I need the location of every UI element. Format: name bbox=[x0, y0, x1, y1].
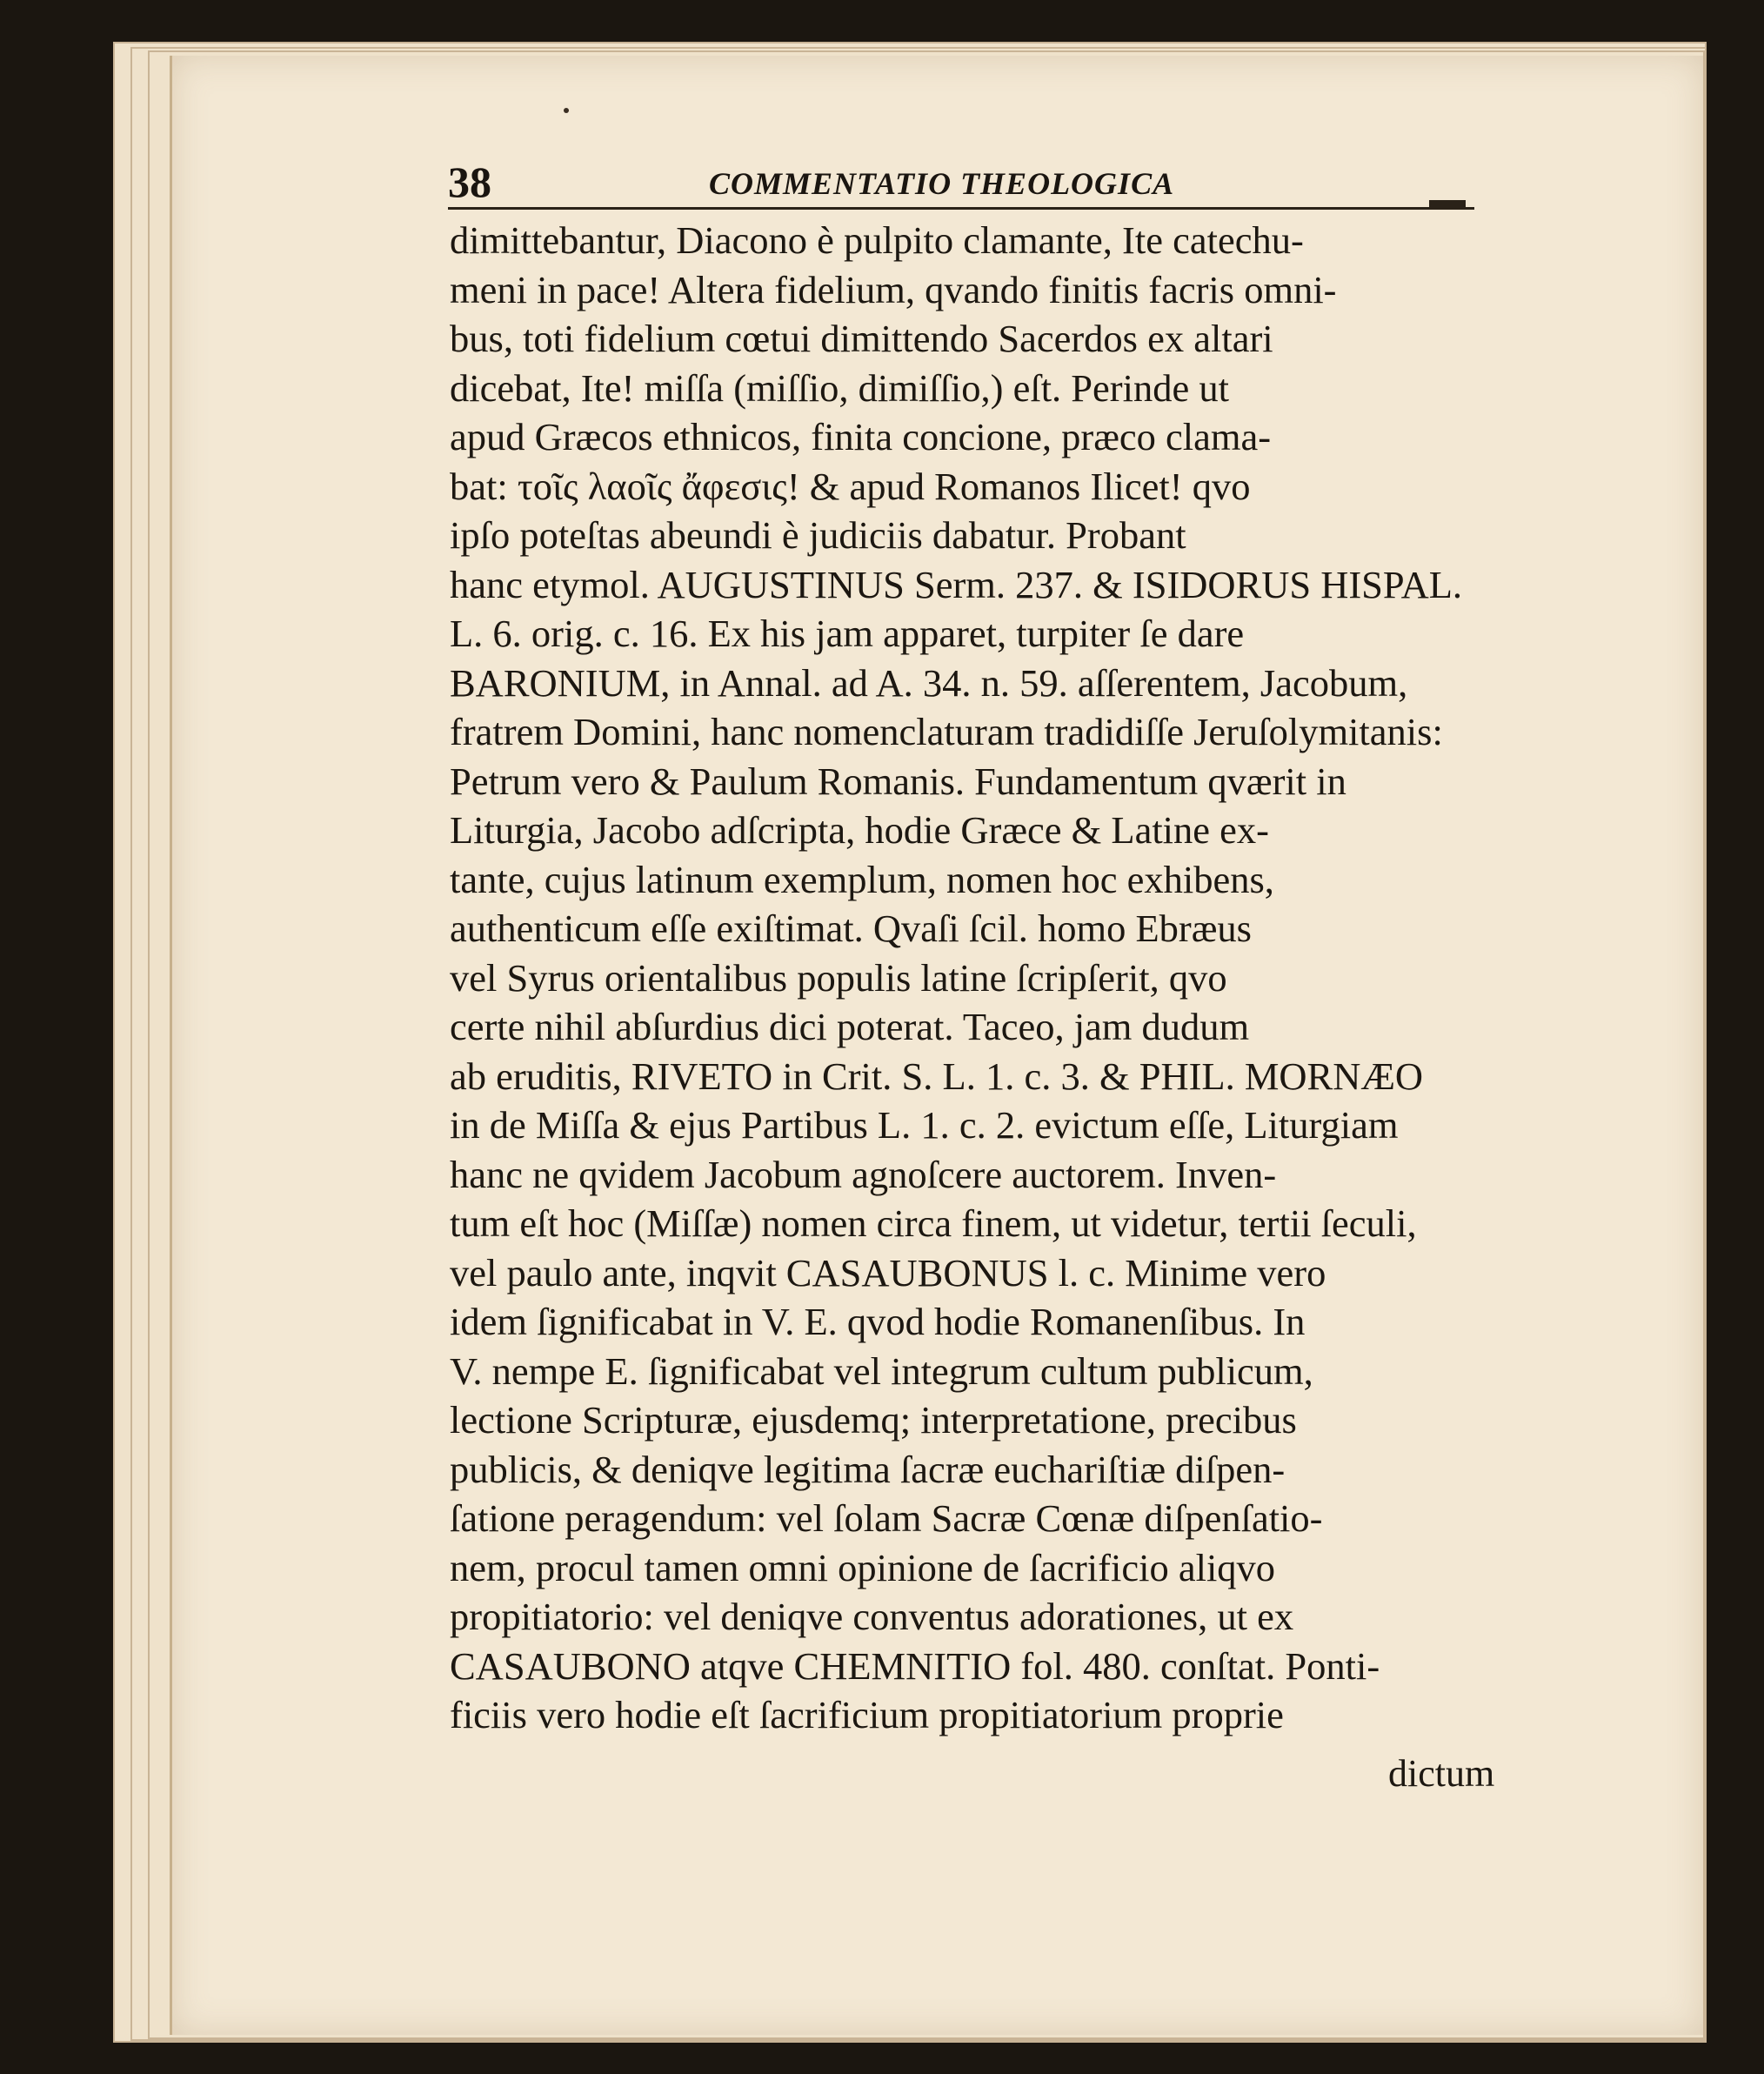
text-line: nem, procul tamen omni opinione de ſacrificio aliqvo bbox=[450, 1545, 1276, 1589]
text-line: dicebat, Ite! miſſa (miſſio, dimiſſio,) eſt. Perinde ut bbox=[450, 365, 1229, 410]
text-line: CASAUBONO atqve CHEMNITIO fol. 480. conſtat. Ponti- bbox=[450, 1643, 1380, 1688]
text-line: hanc etymol. AUGUSTINUS Serm. 237. & ISIDORUS HISPAL. bbox=[450, 562, 1463, 606]
catchword: dictum bbox=[1388, 1752, 1495, 1795]
body-text bbox=[450, 216, 1520, 1740]
text-line: bus, toti fidelium cœtui dimittendo Sacerdos ex altari bbox=[450, 317, 1273, 360]
text-line: idem ſignificabat in V. E. qvod hodie Romanenſibus. In bbox=[450, 1300, 1306, 1343]
text-line: certe nihil abſurdius dici poterat. Taceo, jam dudum bbox=[450, 1005, 1250, 1048]
running-title: COMMENTATIO THEOLOGICA bbox=[709, 166, 1175, 201]
text-line: L. 6. orig. c. 16. Ex his jam apparet, turpiter ſe dare bbox=[450, 612, 1245, 655]
text-line: meni in pace! Altera fidelium, qvando finitis facris omni- bbox=[450, 267, 1337, 311]
text-line: BARONIUM, in Annal. ad A. 34. n. 59. aſſerentem, Jacobum, bbox=[450, 660, 1408, 705]
text-line: Liturgia, Jacobo adſcripta, hodie Græce & Latine ex- bbox=[450, 808, 1269, 852]
text-line: propitiatorio: vel deniqve conventus adorationes, ut ex bbox=[450, 1595, 1294, 1638]
text-line: ipſo poteſtas abeundi è judiciis dabatur. Probant bbox=[450, 513, 1186, 557]
text-line: ficiis vero hodie eſt ſacrificium propitiatorium proprie bbox=[450, 1693, 1284, 1736]
text-line: apud Græcos ethnicos, finita concione, præco clama- bbox=[450, 415, 1272, 458]
text-line: ab eruditis, RIVETO in Crit. S. L. 1. c. 3. & PHIL. MORNÆO bbox=[450, 1054, 1424, 1098]
text-line: vel paulo ante, inqvit CASAUBONUS l. c. Minime vero bbox=[450, 1250, 1326, 1295]
text-line: lectione Scripturæ, ejusdemq; interpretatione, precibus bbox=[450, 1398, 1297, 1442]
text-line: bat: τοῖς λαοῖς ἄφεσις! & apud Romanos Ilicet! qvo bbox=[450, 464, 1251, 508]
text-line: ſatione peragendum: vel ſolam Sacræ Cœnæ diſpenſatio- bbox=[450, 1496, 1323, 1540]
page-header bbox=[448, 157, 1474, 209]
header-rule bbox=[448, 207, 1474, 210]
text-line: authenticum eſſe exiſtimat. Qvaſi ſcil. homo Ebræus bbox=[450, 907, 1252, 950]
text-line: vel Syrus orientalibus populis latine ſcripſerit, qvo bbox=[450, 955, 1227, 1000]
text-line: Petrum vero & Paulum Romanis. Fundamentum qværit in bbox=[450, 759, 1346, 803]
text-line: in de Miſſa & ejus Partibus L. 1. c. 2. evictum eſſe, Liturgiam bbox=[450, 1103, 1399, 1147]
text-line: tum eſt hoc (Miſſæ) nomen circa finem, ut videtur, tertii ſeculi, bbox=[450, 1201, 1417, 1245]
text-line: tante, cujus latinum exemplum, nomen hoc exhibens, bbox=[450, 857, 1274, 901]
text-line: hanc ne qvidem Jacobum agnoſcere auctorem. Inven- bbox=[450, 1152, 1277, 1196]
ink-speck bbox=[564, 108, 569, 113]
text-line: V. nempe E. ſignificabat vel integrum cultum publicum, bbox=[450, 1348, 1313, 1393]
text-line: dimittebantur, Diacono è pulpito clamante, Ite catechu- bbox=[450, 218, 1304, 262]
text-line: publicis, & deniqve legitima ſacræ euchariſtiæ diſpen- bbox=[450, 1447, 1286, 1491]
text-line: fratrem Domini, hanc nomenclaturam tradidiſſe Jeruſolymitanis: bbox=[450, 710, 1443, 753]
page-number: 38 bbox=[448, 157, 491, 206]
